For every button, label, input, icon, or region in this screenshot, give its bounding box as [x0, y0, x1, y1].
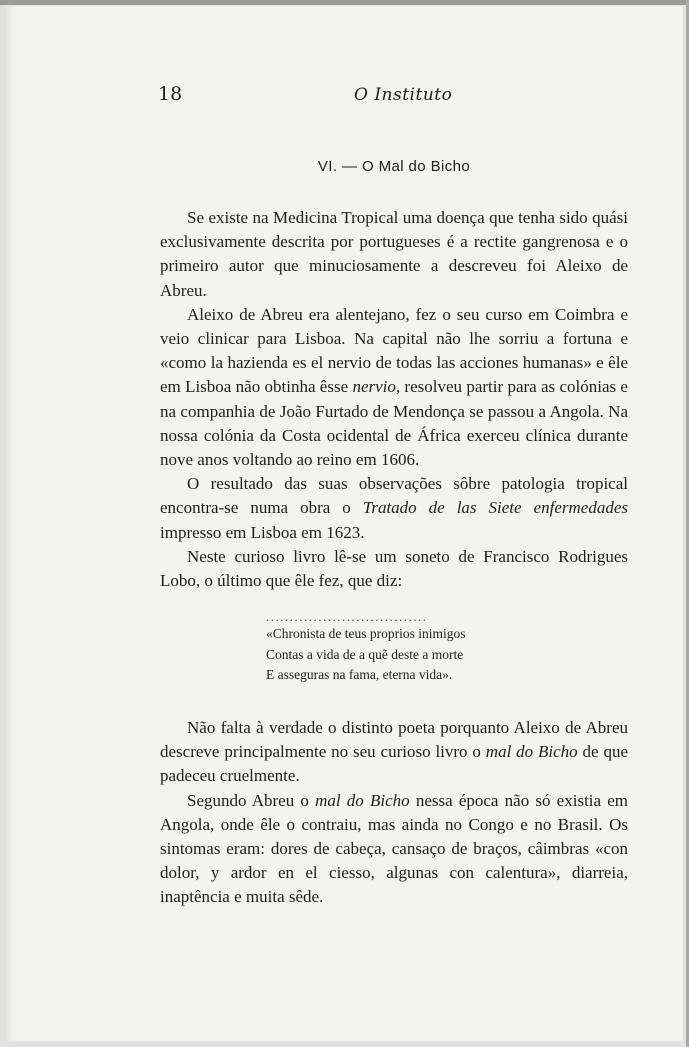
page-number: 18 [158, 83, 183, 105]
body-text-top [160, 206, 628, 593]
running-title: O Instituto [354, 85, 453, 105]
paragraph: Segundo Abreu o mal do Bicho nessa época não só existia em Angola, onde êle o contraiu, mas ainda no Congo e no Brasil. Os sintomas eram: dores de cabeça, cansaço de braços, câimbras «con dolor, y ardor en el ciesso, algunas con calentura», diarreia, inaptência e muita sêde. [160, 790, 629, 907]
verse-line: Contas a vida de a quẽ deste a morte [266, 646, 464, 662]
ellipsis-line: .................................. [266, 609, 428, 624]
verse-line: E asseguras na fama, eterna vida». [266, 667, 453, 682]
verse-line: «Chronista de teus proprios inimigos [266, 626, 466, 641]
section-title: VI. — O Mal do Bicho [317, 158, 471, 175]
paragraph: Não falta à verdade o distinto poeta porquanto Aleixo de Abreu descreve principalmente no seu curioso livro o mal do Bicho de que padeceu cruelmente. [160, 718, 629, 786]
sonnet-quote [266, 610, 526, 686]
paragraph: Aleixo de Abreu era alentejano, fez o seu curso em Coimbra e veio clinicar para Lisboa. Na capital não lhe sorriu a fortuna e «como la hazienda es el nervio de todas las acciones humanas» e êle em Lisboa não obtinha êsse nervio, resolveu partir para as colónias e na companhia de João Furtado de Mendonça se passou a Angola. Na nossa colónia da Costa ocidental de África exerceu clínica durante nove anos voltando ao reino em 1606. [160, 304, 628, 470]
body-text-bottom [160, 716, 628, 910]
page-header [158, 83, 630, 113]
paragraph: Se existe na Medicina Tropical uma doença que tenha sido quási exclusivamente descrita por portugueses é a rectite gangrenosa e o primeiro autor que minuciosamente a descreveu foi Aleixo de Abreu. [160, 208, 628, 300]
page-top-edge [0, 0, 689, 5]
paragraph: O resultado das suas observações sôbre patologia tropical encontra-se numa obra o Tratado de las Siete enfermedades impresso em Lisboa em 1623. [160, 474, 628, 542]
paragraph: Neste curioso livro lê-se um soneto de Francisco Rodrigues Lobo, o último que êle fez, que diz: [160, 546, 628, 591]
